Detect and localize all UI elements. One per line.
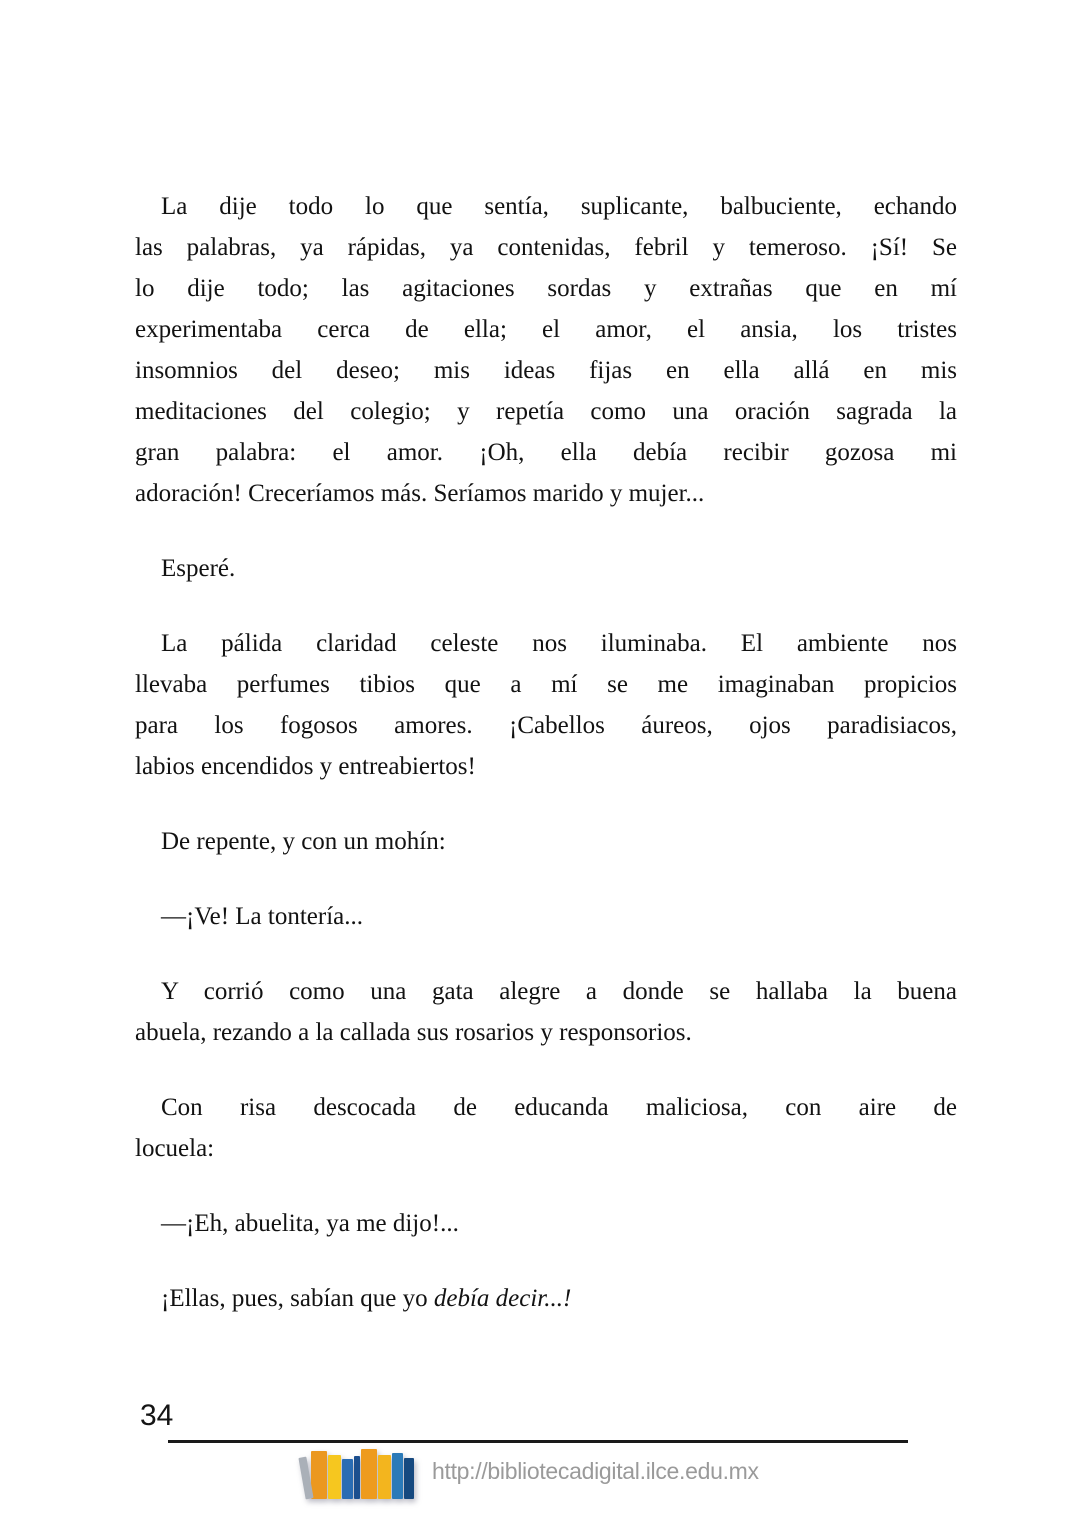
text-line: Esperé. [161,555,236,582]
text-line: —¡Eh, abuelita, ya me dijo!... [161,1210,459,1237]
text-line: La pálida claridad celeste nos iluminaba. El ambiente nos [161,630,957,657]
text-line: locuela: [135,1135,215,1162]
text-line: Con risa descocada de educanda maliciosa, con aire de [161,1094,957,1121]
paragraph-1 [135,186,957,514]
text-line: meditaciones del colegio; y repetía como una oración sagrada la [135,398,957,425]
text-line: experimentaba cerca de ella; el amor, el ansia, los tristes [135,316,957,343]
text-line: labios encendidos y entreabiertos! [135,753,476,780]
text-line: ¡Ellas, pues, sabían que yo debía decir...! [161,1285,572,1312]
text-line: lo dije todo; las agitaciones sordas y extrañas que en mí [135,275,957,302]
text-line: —¡Ve! La tontería... [161,903,364,930]
paragraph-2 [135,548,957,589]
text-body [135,186,957,1319]
book-spine-icon [361,1449,377,1499]
paragraph-5-dialogue [135,896,957,937]
book-spine-icon [404,1458,414,1499]
paragraph-3 [135,623,957,787]
text-line: Y corrió como una gata alegre a donde se hallaba la buena [161,978,957,1005]
text-line: para los fogosos amores. ¡Cabellos áureos, ojos paradisiacos, [135,712,957,739]
footer-divider [168,1440,908,1443]
book-spine-icon [354,1456,360,1499]
text-line: abuela, rezando a la callada sus rosarios y responsorios. [135,1019,692,1046]
text-line: insomnios del deseo; mis ideas fijas en ella allá en mis [135,357,957,384]
paragraph-4 [135,821,957,862]
book-spine-icon [311,1451,327,1499]
text-line: De repente, y con un mohín: [161,828,446,855]
paragraph-6 [135,971,957,1053]
text-line: La dije todo lo que sentía, suplicante, balbuciente, echando [161,193,957,220]
paragraph-7 [135,1087,957,1169]
book-spine-icon [392,1453,403,1499]
paragraph-8-dialogue [135,1203,957,1244]
text-line: adoración! Creceríamos más. Seríamos marido y mujer... [135,480,705,507]
text-line: llevaba perfumes tibios que a mí se me imaginaban propicios [135,671,957,698]
page-number: 34 [140,1399,174,1432]
book-spine-icon [342,1459,353,1499]
ilce-books-logo [302,1447,414,1499]
text-line: gran palabra: el amor. ¡Oh, ella debía recibir gozosa mi [135,439,957,466]
text-line: las palabras, ya rápidas, ya contenidas, febril y temeroso. ¡Sí! Se [135,234,957,261]
book-spine-icon [378,1455,391,1499]
book-spine-icon [328,1455,341,1499]
library-url-link[interactable]: http://bibliotecadigital.ilce.edu.mx [432,1458,759,1484]
paragraph-9 [135,1278,957,1319]
